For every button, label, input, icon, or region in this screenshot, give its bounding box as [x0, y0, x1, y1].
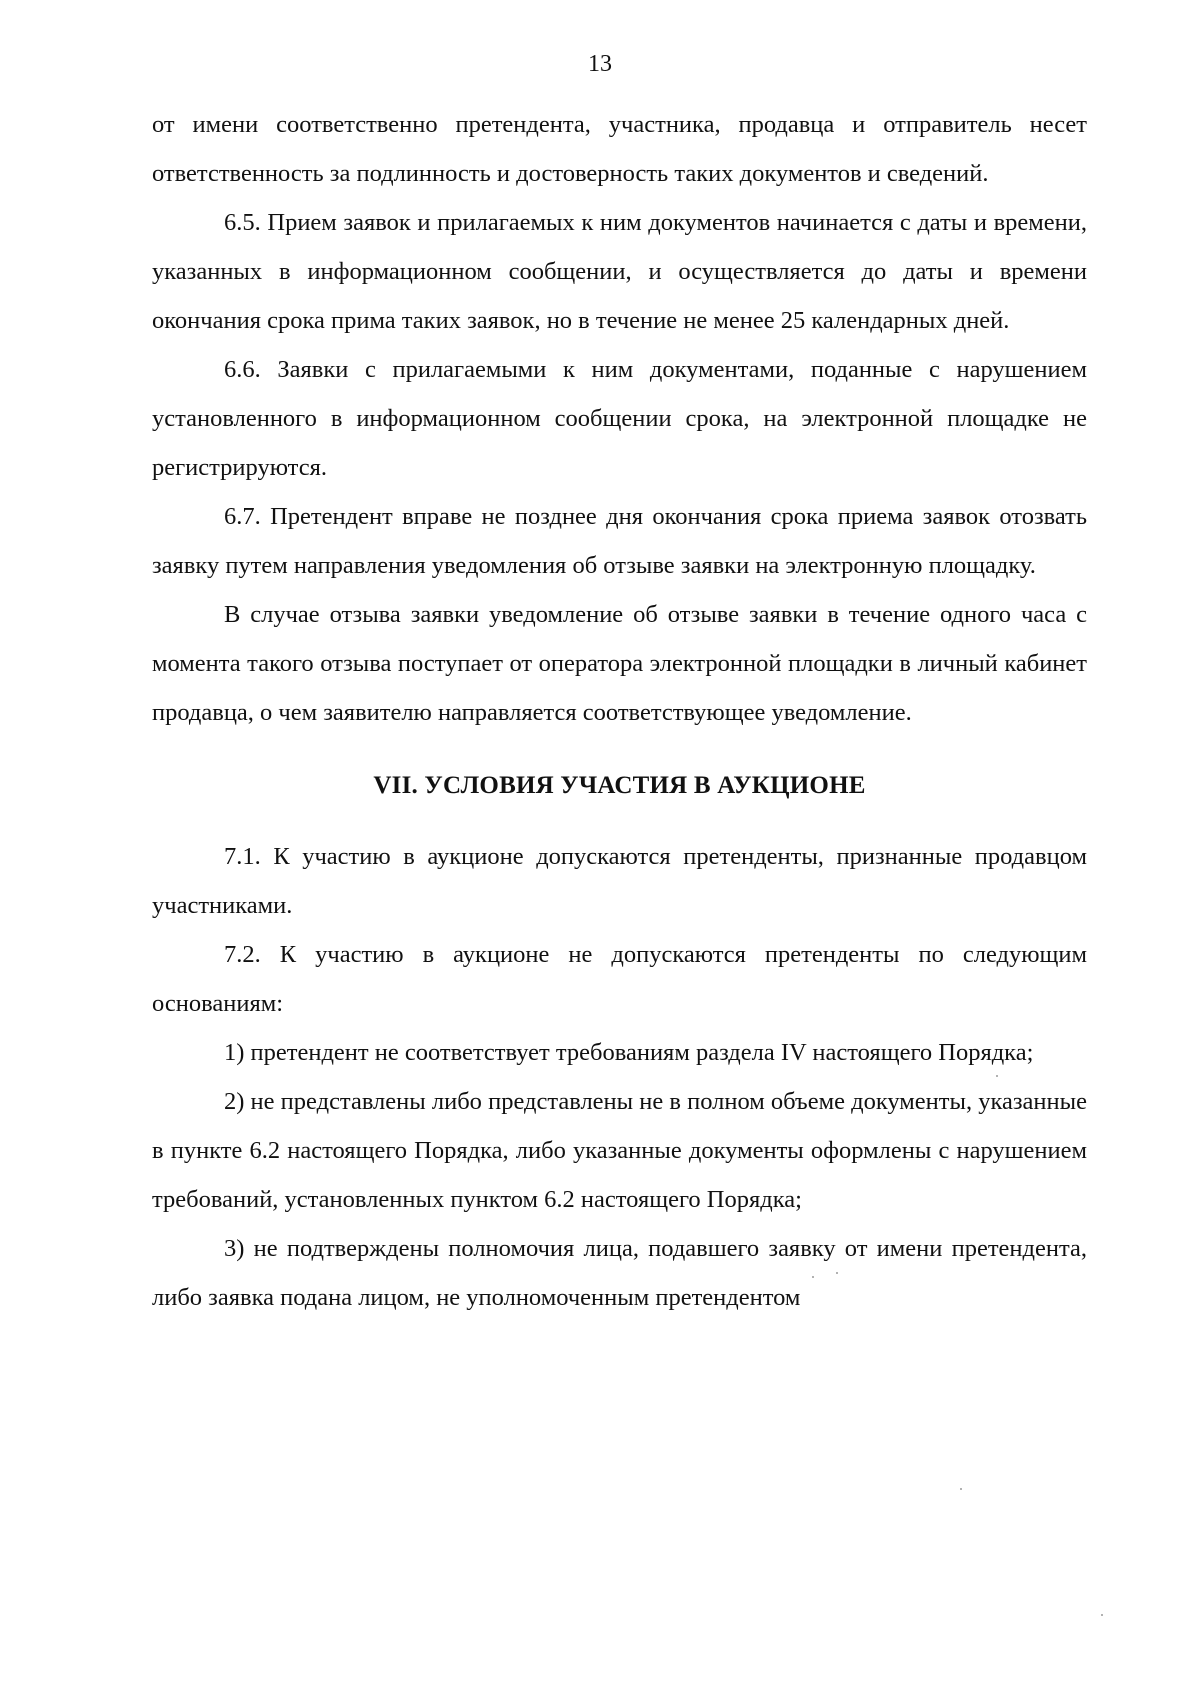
paragraph-7-1: 7.1. К участию в аукционе допускаются претенденты, признанные продавцом участниками. — [152, 843, 1087, 919]
list-item-3: 3) не подтверждены полномочия лица, подавшего заявку от имени претендента, либо заявка подана лицом, не уполномоченным претендентом — [152, 1235, 1087, 1311]
paragraph-7-2: 7.2. К участию в аукционе не допускаются претенденты по следующим основаниям: — [152, 941, 1087, 1017]
scan-speck — [960, 1488, 962, 1490]
section-heading: VII. УСЛОВИЯ УЧАСТИЯ В АУКЦИОНЕ — [373, 772, 866, 799]
paragraph-6-7: 6.7. Претендент вправе не позднее дня окончания срока приема заявок отозвать заявку путем направления уведомления об отзыве заявки на электронную площадку. — [152, 503, 1087, 579]
paragraph-6-7-note: В случае отзыва заявки уведомление об отзыве заявки в течение одного часа с момента такого отзыва поступает от оператора электронной площадки в личный кабинет продавца, о чем заявителю направляется соответствующее уведомление. — [152, 601, 1087, 726]
list-item-1: 1) претендент не соответствует требованиям раздела IV настоящего Порядка; — [224, 1039, 1034, 1066]
list-item-2: 2) не представлены либо представлены не в полном объеме документы, указанные в пункте 6.2 настоящего Порядка, либо указанные документы оформлены с нарушением требований, установленных пунктом 6.2 настоящего Порядка; — [152, 1088, 1087, 1213]
paragraph-continuation: от имени соответственно претендента, участника, продавца и отправитель несет ответственность за подлинность и достоверность таких документов и сведений. — [152, 111, 1087, 187]
scan-speck — [836, 1272, 838, 1274]
paragraph-6-5: 6.5. Прием заявок и прилагаемых к ним документов начинается с даты и времени, указанных в информационном сообщении, и осуществляется до даты и времени окончания срока прима таких заявок, но в течение не менее 25 календарных дней. — [152, 209, 1087, 334]
document-body — [152, 100, 1087, 1322]
scan-speck — [1101, 1614, 1103, 1616]
page-number: 13 — [588, 51, 612, 77]
paragraph-6-6: 6.6. Заявки с прилагаемыми к ним документами, поданные с нарушением установленного в информационном сообщении срока, на электронной площадке не регистрируются. — [152, 356, 1087, 481]
scan-speck — [996, 1075, 998, 1077]
scan-speck — [812, 1276, 814, 1278]
